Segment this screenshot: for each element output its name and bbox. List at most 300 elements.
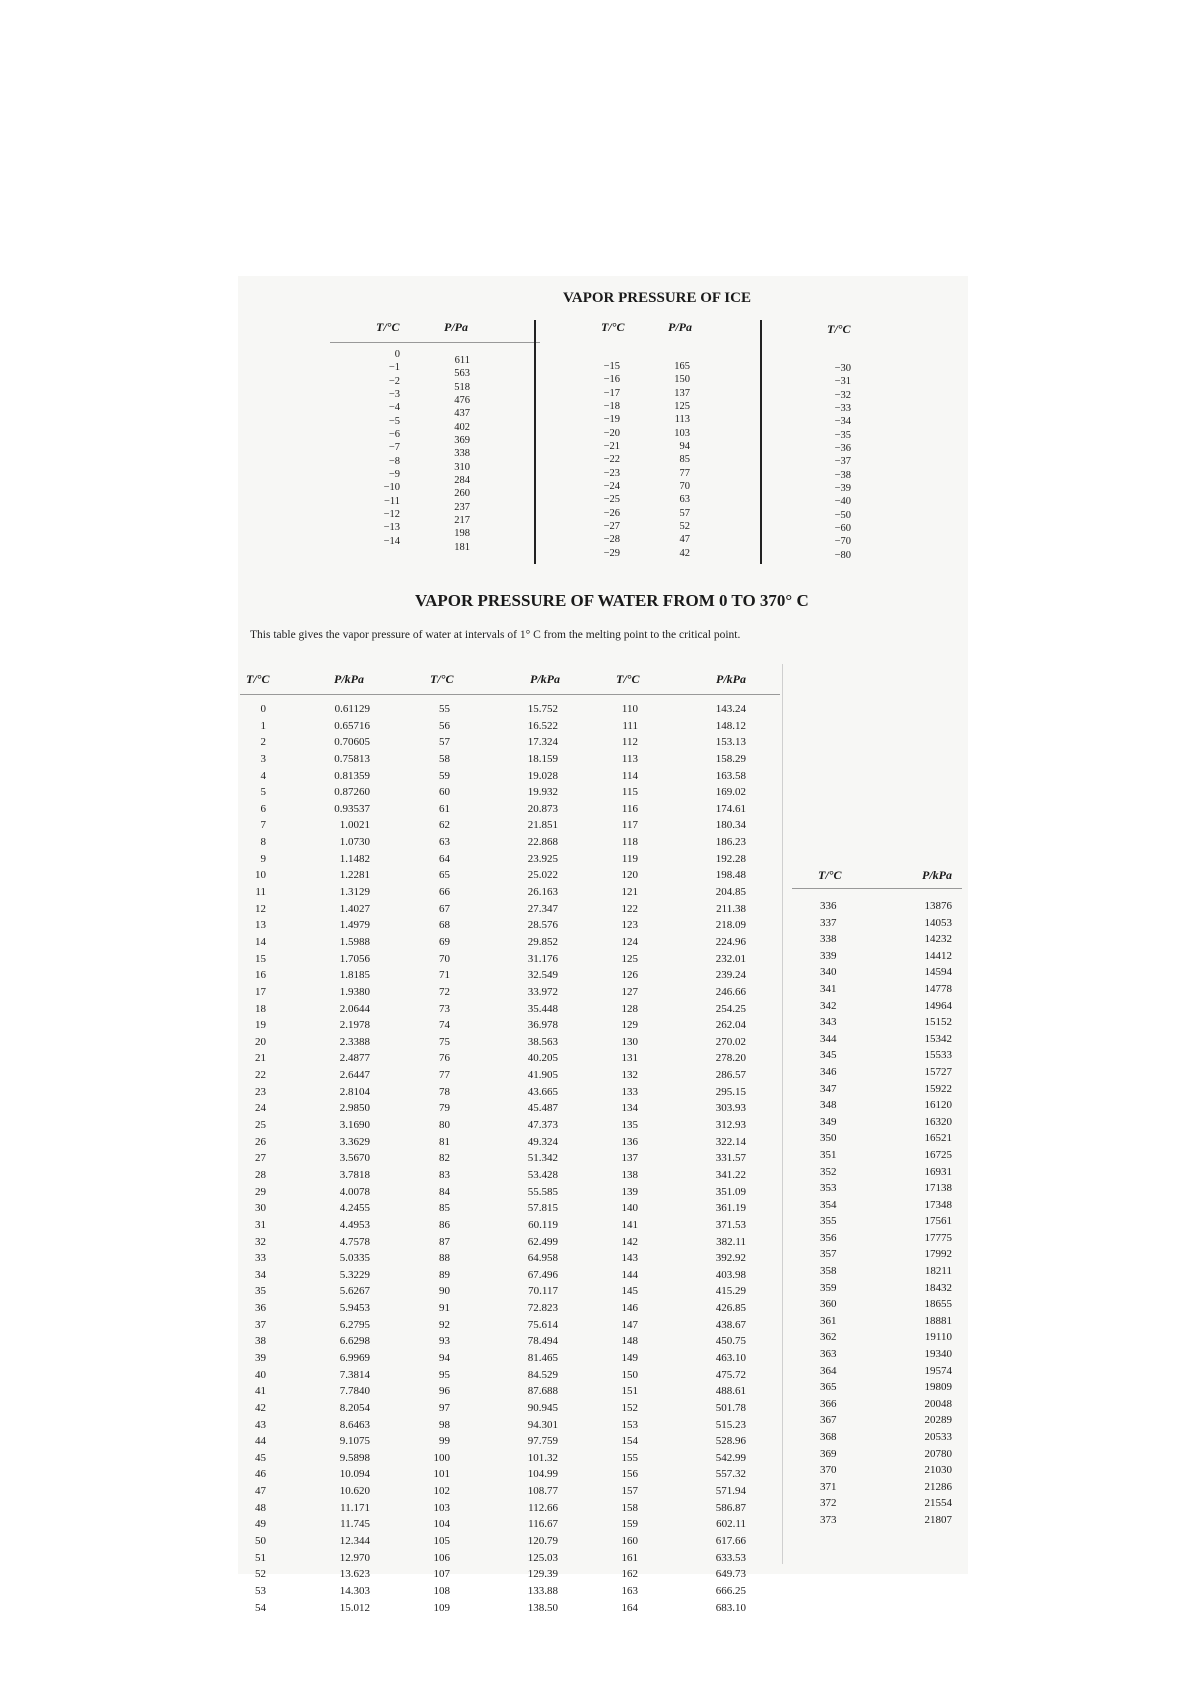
water-pressure-cell: 557.32	[715, 1468, 746, 1481]
water-pressure-cell: 101.32	[527, 1451, 558, 1464]
water-pressure-cell: 2.6447	[339, 1069, 370, 1082]
water-temperature-cell: 152	[621, 1401, 638, 1414]
side-temperature-cell: 339	[820, 949, 837, 962]
water-col3-temperatures	[610, 701, 638, 1616]
water-temperature-cell: 79	[439, 1102, 450, 1115]
water-pressure-cell: 78.494	[527, 1335, 558, 1348]
ice-temperature-cell: −31	[834, 376, 851, 388]
water-temperature-cell: 71	[439, 969, 450, 982]
water-temperature-cell: 139	[621, 1185, 638, 1198]
water-temperature-cell: 83	[439, 1168, 450, 1181]
side-pressure-cell: 16120	[924, 1099, 952, 1112]
ice-pressure-cell: 125	[674, 401, 690, 413]
ice-pressure-cell: 611	[454, 355, 470, 366]
water-pressure-cell: 649.73	[715, 1568, 746, 1581]
water-temperature-cell: 13	[255, 919, 266, 932]
side-pressure-cell: 18655	[924, 1298, 952, 1311]
ice-temperature-cell: −25	[603, 494, 620, 506]
side-pressure-cell: 18432	[924, 1281, 952, 1294]
water-temperature-cell: 92	[439, 1318, 450, 1331]
water-pressure-cell: 224.96	[715, 935, 746, 948]
ice-pressure-cell: 198	[454, 528, 470, 540]
water-pressure-cell: 2.9850	[339, 1102, 370, 1115]
water-temperature-cell: 57	[439, 736, 450, 749]
side-pressure-cell: 14594	[924, 966, 952, 979]
water-temperature-cell: 25	[255, 1119, 266, 1132]
side-temperature-cell: 351	[820, 1148, 837, 1161]
water-temperature-cell: 145	[621, 1285, 638, 1298]
water-temperature-cell: 140	[621, 1202, 638, 1215]
water-temperature-cell: 153	[621, 1418, 638, 1431]
water-temperature-cell: 123	[621, 919, 638, 932]
side-pressure-cell: 17775	[924, 1231, 952, 1244]
water-temperature-cell: 141	[621, 1218, 638, 1231]
side-temperature-cell: 369	[820, 1447, 837, 1460]
water-temperature-cell: 52	[255, 1568, 266, 1581]
side-temperature-cell: 358	[820, 1265, 837, 1278]
water-pressure-cell: 232.01	[715, 952, 746, 965]
water-pressure-cell: 403.98	[715, 1268, 746, 1281]
water-pressure-cell: 8.2054	[339, 1401, 370, 1414]
water-pressure-cell: 116.67	[528, 1518, 558, 1531]
water-pressure-cell: 198.48	[715, 869, 746, 882]
water-pressure-cell: 67.496	[527, 1268, 558, 1281]
water-pressure-cell: 84.529	[527, 1368, 558, 1381]
water-temperature-cell: 20	[255, 1035, 266, 1048]
side-pressure-cell: 16725	[924, 1148, 952, 1161]
water-temperature-cell: 119	[621, 852, 638, 865]
side-header-rule	[792, 888, 962, 889]
side-temperature-cell: 357	[820, 1248, 837, 1261]
water-pressure-cell: 1.0021	[339, 819, 370, 832]
water-temperature-cell: 113	[621, 752, 638, 765]
ice-temperature-cell: −35	[834, 429, 851, 441]
ice-pressure-cell: 150	[674, 374, 690, 386]
water-pressure-cell: 322.14	[715, 1135, 746, 1148]
water-temperature-cell: 164	[621, 1601, 638, 1614]
side-t-header: T/°C	[818, 868, 842, 882]
ice-temperature-cell: −34	[834, 416, 851, 428]
water-pressure-cell: 148.12	[715, 719, 746, 732]
water-pressure-cell: 16.522	[527, 719, 558, 732]
ice-temperature-cell: −24	[603, 481, 620, 493]
ice-pressure-cell: 113	[674, 414, 690, 426]
side-pressure-cell: 15922	[924, 1082, 952, 1095]
water-temperature-cell: 84	[439, 1185, 450, 1198]
water-pressure-cell: 10.620	[339, 1485, 370, 1498]
ice-temperature-cell: −50	[834, 509, 851, 521]
water-pressure-cell: 415.29	[715, 1285, 746, 1298]
water-pressure-cell: 25.022	[527, 869, 558, 882]
ice-pressure-cell: 338	[454, 448, 470, 460]
water-temperature-cell: 108	[433, 1584, 450, 1597]
water-temperature-cell: 58	[439, 752, 450, 765]
water-temperature-cell: 161	[621, 1551, 638, 1564]
ice-temperature-cell: −22	[603, 454, 620, 466]
water-temperature-cell: 1	[260, 719, 266, 732]
water-temperature-cell: 4	[260, 769, 266, 782]
water-pressure-cell: 1.7056	[339, 952, 370, 965]
water-pressure-cell: 5.0335	[339, 1252, 370, 1265]
water-pressure-cell: 5.3229	[339, 1268, 370, 1281]
water-pressure-cell: 112.66	[528, 1501, 558, 1514]
water-pressure-cell: 29.852	[527, 935, 558, 948]
side-pressure-cell: 17561	[924, 1215, 952, 1228]
water-temperature-cell: 72	[439, 985, 450, 998]
water-temperature-cell: 32	[255, 1235, 266, 1248]
water-temperature-cell: 45	[255, 1451, 266, 1464]
side-pressure-cell: 21807	[924, 1513, 952, 1526]
water-pressure-cell: 19.932	[527, 786, 558, 799]
water-temperature-cell: 38	[255, 1335, 266, 1348]
side-pressure-cell: 19574	[924, 1364, 952, 1377]
ice-temperature-cell: −26	[603, 507, 620, 519]
water-pressure-cell: 4.0078	[339, 1185, 370, 1198]
water-pressure-cell: 295.15	[715, 1085, 746, 1098]
water-temperature-cell: 59	[439, 769, 450, 782]
water-temperature-cell: 90	[439, 1285, 450, 1298]
water-temperature-cell: 110	[621, 703, 638, 715]
water-pressure-cell: 174.61	[715, 802, 746, 815]
water-temperature-cell: 75	[439, 1035, 450, 1048]
water-temperature-cell: 5	[260, 786, 266, 799]
water-temperature-cell: 31	[255, 1218, 266, 1231]
side-temperature-cell: 360	[820, 1298, 837, 1311]
water-pressure-cell: 35.448	[527, 1002, 558, 1015]
water-temperature-cell: 144	[621, 1268, 638, 1281]
water-temperature-cell: 77	[439, 1069, 450, 1082]
ice-temperature-cell: −18	[603, 401, 620, 413]
ice-pressure-cell: 260	[454, 488, 470, 500]
ice-pressure-cell: 237	[454, 501, 470, 513]
ice-temperature-cell: −38	[834, 469, 851, 481]
water-pressure-cell: 501.78	[715, 1401, 746, 1414]
water-temperature-cell: 120	[621, 869, 638, 882]
water-temperature-cell: 91	[439, 1302, 450, 1315]
water-pressure-cell: 0.93537	[334, 802, 370, 815]
water-temperature-cell: 10	[255, 869, 266, 882]
water-pressure-cell: 125.03	[527, 1551, 558, 1564]
water-temperature-cell: 43	[255, 1418, 266, 1431]
water-temperature-cell: 56	[439, 719, 450, 732]
side-temperature-cell: 364	[820, 1364, 837, 1377]
ice-temperature-cell: −33	[834, 403, 851, 415]
water-pressure-cell: 133.88	[527, 1584, 558, 1597]
side-pressure-cell: 16521	[924, 1132, 952, 1145]
water-temperature-cell: 76	[439, 1052, 450, 1065]
water-pressure-cell: 1.2281	[339, 869, 370, 882]
water-pressure-cell: 163.58	[715, 769, 746, 782]
ice-temperature-cell: −80	[834, 549, 851, 561]
water-temperature-cell: 93	[439, 1335, 450, 1348]
water-pressure-cell: 0.70605	[334, 736, 370, 749]
side-pressure-cell: 15533	[924, 1049, 952, 1062]
water-temperature-cell: 146	[621, 1302, 638, 1315]
water-pressure-cell: 1.8185	[339, 969, 370, 982]
side-pressure-cell: 21030	[924, 1464, 952, 1477]
water-pressure-cell: 12.344	[339, 1535, 370, 1548]
water-pressure-cell: 7.7840	[339, 1385, 370, 1398]
water-temperature-cell: 81	[439, 1135, 450, 1148]
water-pressure-cell: 392.92	[715, 1252, 746, 1265]
water-pressure-cell: 211.38	[716, 902, 746, 915]
side-pressure-cell: 20289	[924, 1414, 952, 1427]
water-pressure-cell: 60.119	[528, 1218, 558, 1231]
ice-col1-p-header: P/Pa	[444, 320, 468, 334]
water-temperature-cell: 61	[439, 802, 450, 815]
water-temperature-cell: 39	[255, 1351, 266, 1364]
side-pressure-cell: 17992	[924, 1248, 952, 1261]
water-pressure-cell: 8.6463	[339, 1418, 370, 1431]
side-temperature-cell: 345	[820, 1049, 837, 1062]
side-temperature-cell: 341	[820, 982, 837, 995]
water-pressure-cell: 97.759	[527, 1435, 558, 1448]
water-temperature-cell: 22	[255, 1069, 266, 1082]
water-temperature-cell: 46	[255, 1468, 266, 1481]
water-temperature-cell: 163	[621, 1584, 638, 1597]
water-temperature-cell: 122	[621, 902, 638, 915]
water-pressure-cell: 303.93	[715, 1102, 746, 1115]
water-temperature-cell: 80	[439, 1119, 450, 1132]
water-pressure-cell: 4.7578	[339, 1235, 370, 1248]
side-temperature-cell: 344	[820, 1032, 837, 1045]
water-temperature-cell: 116	[621, 802, 638, 815]
water-temperature-cell: 47	[255, 1485, 266, 1498]
water-temperature-cell: 69	[439, 935, 450, 948]
side-temperature-cell: 370	[820, 1464, 837, 1477]
water-pressure-cell: 28.576	[527, 919, 558, 932]
water-pressure-cell: 11.171	[340, 1501, 370, 1514]
water-temperature-cell: 82	[439, 1152, 450, 1165]
side-p-header: P/kPa	[922, 868, 952, 882]
water-pressure-cell: 4.2455	[339, 1202, 370, 1215]
water-temperature-cell: 0	[260, 703, 266, 715]
ice-temperature-cell: −5	[388, 415, 400, 427]
water-pressure-cell: 2.0644	[339, 1002, 370, 1015]
water-temperature-cell: 109	[433, 1601, 450, 1614]
water-col3-pressures	[700, 701, 746, 1616]
water-pressure-cell: 382.11	[716, 1235, 746, 1248]
water-temperature-cell: 85	[439, 1202, 450, 1215]
ice-temperature-cell: −70	[834, 536, 851, 548]
water-pressure-cell: 331.57	[715, 1152, 746, 1165]
water-pressure-cell: 1.4979	[339, 919, 370, 932]
water-temperature-cell: 78	[439, 1085, 450, 1098]
water-pressure-cell: 53.428	[527, 1168, 558, 1181]
ice-temperature-cell: −4	[388, 402, 400, 414]
water-pressure-cell: 262.04	[715, 1019, 746, 1032]
water-temperature-cell: 115	[621, 786, 638, 799]
water-pressure-cell: 450.75	[715, 1335, 746, 1348]
water-pressure-cell: 666.25	[715, 1584, 746, 1597]
water-pressure-cell: 17.324	[527, 736, 558, 749]
side-pressure-cell: 21554	[924, 1497, 952, 1510]
side-pressure-cell: 17138	[924, 1182, 952, 1195]
water-pressure-cell: 55.585	[527, 1185, 558, 1198]
water-temperature-cell: 7	[260, 819, 266, 832]
water-temperature-cell: 28	[255, 1168, 266, 1181]
water-table-title: VAPOR PRESSURE OF WATER FROM 0 TO 370° C	[415, 591, 809, 610]
ice-divider-1	[534, 320, 536, 564]
side-pressures	[908, 898, 952, 1529]
ice-header-rule	[330, 342, 540, 343]
ice-temperature-cell: −28	[603, 534, 620, 546]
water-pressure-cell: 5.6267	[339, 1285, 370, 1298]
ice-col2-pressures	[660, 360, 690, 560]
water-pressure-cell: 64.958	[527, 1252, 558, 1265]
water-table-description: This table gives the vapor pressure of water at intervals of 1° C from the melting point to the critical point.	[250, 629, 741, 641]
water-pressure-cell: 571.94	[715, 1485, 746, 1498]
water-pressure-cell: 617.66	[715, 1535, 746, 1548]
water-temperature-cell: 134	[621, 1102, 638, 1115]
water-pressure-cell: 10.094	[339, 1468, 370, 1481]
water-pressure-cell: 41.905	[527, 1069, 558, 1082]
water-pressure-cell: 3.5670	[339, 1152, 370, 1165]
side-pressure-cell: 20048	[924, 1397, 952, 1410]
ice-col2-t-header: T/°C	[601, 320, 625, 334]
water-pressure-cell: 26.163	[527, 886, 558, 899]
ice-pressure-cell: 217	[454, 515, 470, 527]
water-pressure-cell: 138.50	[527, 1601, 558, 1614]
water-pressure-cell: 153.13	[715, 736, 746, 749]
water-pressure-cell: 15.012	[339, 1601, 370, 1614]
water-temperature-cell: 17	[255, 985, 266, 998]
water-pressure-cell: 158.29	[715, 752, 746, 765]
water-col3-t-header: T/°C	[616, 672, 640, 686]
water-temperature-cell: 3	[260, 752, 266, 765]
water-pressure-cell: 475.72	[715, 1368, 746, 1381]
water-pressure-cell: 1.0730	[339, 836, 370, 849]
water-pressure-cell: 129.39	[527, 1568, 558, 1581]
water-pressure-cell: 6.2795	[339, 1318, 370, 1331]
side-temperature-cell: 350	[820, 1132, 837, 1145]
water-pressure-cell: 87.688	[527, 1385, 558, 1398]
water-temperature-cell: 12	[255, 902, 266, 915]
ice-temperature-cell: −14	[383, 535, 400, 547]
water-pressure-cell: 31.176	[527, 952, 558, 965]
water-temperature-cell: 126	[621, 969, 638, 982]
water-pressure-cell: 1.5988	[339, 935, 370, 948]
water-temperature-cell: 127	[621, 985, 638, 998]
side-pressure-cell: 19809	[924, 1381, 952, 1394]
water-temperature-cell: 19	[255, 1019, 266, 1032]
water-pressure-cell: 108.77	[527, 1485, 558, 1498]
water-pressure-cell: 3.1690	[339, 1119, 370, 1132]
water-temperature-cell: 129	[621, 1019, 638, 1032]
ice-temperature-cell: −13	[383, 522, 400, 534]
water-pressure-cell: 0.65716	[334, 719, 370, 732]
side-temperature-cell: 372	[820, 1497, 837, 1510]
water-temperature-cell: 130	[621, 1035, 638, 1048]
water-pressure-cell: 239.24	[715, 969, 746, 982]
side-pressure-cell: 16931	[924, 1165, 952, 1178]
water-pressure-cell: 246.66	[715, 985, 746, 998]
water-pressure-cell: 602.11	[716, 1518, 746, 1531]
ice-temperature-cell: −39	[834, 483, 851, 495]
water-pressure-cell: 351.09	[715, 1185, 746, 1198]
water-temperature-cell: 101	[433, 1468, 450, 1481]
ice-pressure-cell: 137	[674, 387, 690, 399]
ice-pressure-cell: 70	[679, 481, 690, 493]
water-temperature-cell: 158	[621, 1501, 638, 1514]
water-pressure-cell: 0.87260	[334, 786, 370, 799]
water-temperature-cell: 89	[439, 1268, 450, 1281]
water-temperature-cell: 21	[255, 1052, 266, 1065]
water-temperature-cell: 9	[260, 852, 266, 865]
water-temperature-cell: 50	[255, 1535, 266, 1548]
water-temperature-cell: 132	[621, 1069, 638, 1082]
ice-temperature-cell: −7	[388, 442, 400, 454]
side-pressure-cell: 14778	[924, 982, 952, 995]
water-pressure-cell: 2.4877	[339, 1052, 370, 1065]
water-pressure-cell: 1.1482	[339, 852, 370, 865]
ice-temperature-cell: −16	[603, 374, 620, 386]
side-temperature-cell: 340	[820, 966, 837, 979]
ice-temperature-cell: −6	[388, 429, 400, 441]
water-pressure-cell: 0.81359	[334, 769, 370, 782]
water-pressure-cell: 90.945	[527, 1401, 558, 1414]
side-pressure-cell: 14232	[924, 933, 952, 946]
side-pressure-cell: 15152	[924, 1016, 952, 1029]
side-pressure-cell: 15727	[924, 1065, 952, 1078]
water-temperature-cell: 23	[255, 1085, 266, 1098]
water-pressure-cell: 586.87	[715, 1501, 746, 1514]
water-pressure-cell: 5.9453	[339, 1302, 370, 1315]
water-temperature-cell: 143	[621, 1252, 638, 1265]
water-pressure-cell: 33.972	[527, 985, 558, 998]
water-temperature-cell: 53	[255, 1584, 266, 1597]
ice-temperature-cell: −12	[383, 509, 400, 521]
water-temperature-cell: 125	[621, 952, 638, 965]
side-pressure-cell: 19110	[924, 1331, 952, 1344]
water-pressure-cell: 20.873	[527, 802, 558, 815]
water-pressure-cell: 528.96	[715, 1435, 746, 1448]
side-temperature-cell: 343	[820, 1016, 837, 1029]
ice-divider-2	[760, 320, 762, 564]
water-temperature-cell: 66	[439, 886, 450, 899]
side-pressure-cell: 20533	[924, 1431, 952, 1443]
water-pressure-cell: 104.99	[527, 1468, 558, 1481]
ice-pressure-cell: 94	[679, 441, 690, 453]
water-temperature-cell: 60	[439, 786, 450, 799]
side-pressure-cell: 14412	[924, 949, 952, 962]
water-temperature-cell: 8	[260, 836, 266, 849]
side-temperature-cell: 349	[820, 1115, 837, 1128]
side-temperature-cell: 371	[820, 1480, 837, 1493]
water-temperature-cell: 111	[622, 719, 638, 732]
ice-pressure-cell: 310	[454, 461, 470, 473]
water-temperature-cell: 54	[255, 1601, 266, 1614]
ice-col1-pressures	[438, 354, 470, 554]
ice-pressure-cell: 63	[679, 494, 690, 506]
ice-col1-t-header: T/°C	[376, 320, 400, 334]
side-temperature-cell: 354	[820, 1198, 837, 1211]
water-pressure-cell: 361.19	[715, 1202, 746, 1215]
ice-pressure-cell: 437	[454, 408, 470, 420]
side-temperature-cell: 366	[820, 1397, 837, 1410]
water-temperature-cell: 105	[433, 1535, 450, 1548]
water-pressure-cell: 22.868	[527, 836, 558, 849]
side-pressure-cell: 14964	[924, 999, 952, 1012]
ice-pressure-cell: 57	[679, 507, 690, 519]
water-pressure-cell: 45.487	[527, 1102, 558, 1115]
water-temperature-cell: 48	[255, 1501, 266, 1514]
water-temperature-cell: 128	[621, 1002, 638, 1015]
water-pressure-cell: 23.925	[527, 852, 558, 865]
water-pressure-cell: 515.23	[715, 1418, 746, 1431]
water-pressure-cell: 488.61	[715, 1385, 746, 1398]
water-pressure-cell: 27.347	[527, 902, 558, 915]
